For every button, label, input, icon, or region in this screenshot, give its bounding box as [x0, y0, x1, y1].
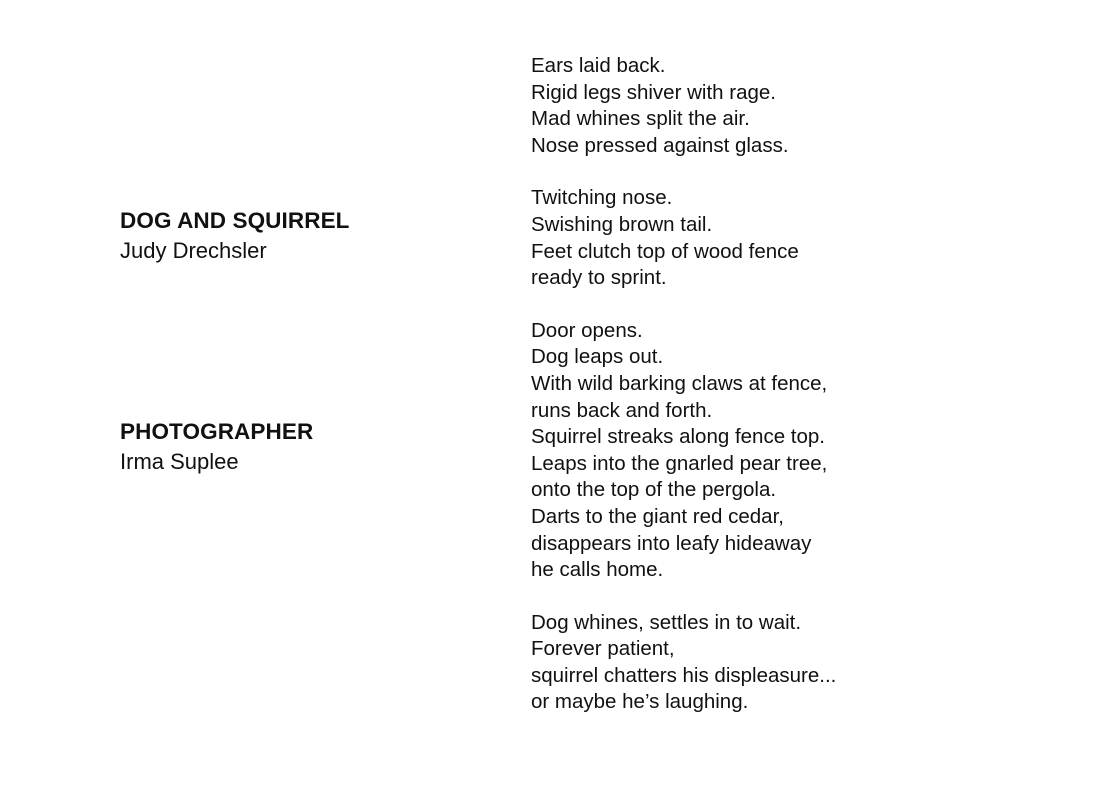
poem-line: With wild barking claws at fence,	[531, 371, 828, 395]
poem-line: Ears laid back.	[531, 54, 666, 77]
poem-line: Feet clutch top of wood fence	[531, 239, 799, 263]
poem-line: Darts to the giant red cedar,	[531, 504, 784, 528]
poem-line: runs back and forth.	[531, 398, 713, 422]
title-credit	[120, 206, 450, 266]
poem-line: Twitching nose.	[531, 186, 673, 210]
poem-line: Door opens.	[531, 318, 643, 342]
stanza-3	[531, 318, 1031, 584]
poem-line: Leaps into the gnarled pear tree,	[531, 451, 828, 475]
poem-line: Dog whines, settles in to wait.	[531, 610, 802, 634]
photographer-name: Irma Suplee	[120, 449, 239, 474]
poem-line: Squirrel streaks along fence top.	[531, 425, 825, 449]
credits-column	[120, 206, 450, 477]
stanza-2	[531, 185, 1031, 291]
stanza-4	[531, 610, 1031, 716]
poem-line: squirrel chatters his displeasure...	[531, 663, 837, 687]
poem-line: or maybe he’s laughing.	[531, 690, 749, 714]
poem-line: he calls home.	[531, 558, 664, 582]
stanza-1	[531, 53, 1031, 159]
poem-line: Swishing brown tail.	[531, 212, 713, 236]
poem-body	[531, 53, 1031, 742]
poem-line: Rigid legs shiver with rage.	[531, 80, 776, 104]
poem-line: onto the top of the pergola.	[531, 478, 777, 502]
photographer-heading: PHOTOGRAPHER	[120, 419, 314, 444]
poem-line: Forever patient,	[531, 637, 675, 661]
poem-line: disappears into leafy hideaway	[531, 531, 812, 555]
poem-line: Mad whines split the air.	[531, 107, 750, 131]
poem-line: Nose pressed against glass.	[531, 133, 789, 157]
author-name: Judy Drechsler	[120, 238, 267, 263]
photographer-credit	[120, 417, 450, 477]
poem-title: DOG AND SQUIRREL	[120, 208, 350, 233]
poem-line: Dog leaps out.	[531, 345, 664, 369]
poem-line: ready to sprint.	[531, 266, 667, 290]
